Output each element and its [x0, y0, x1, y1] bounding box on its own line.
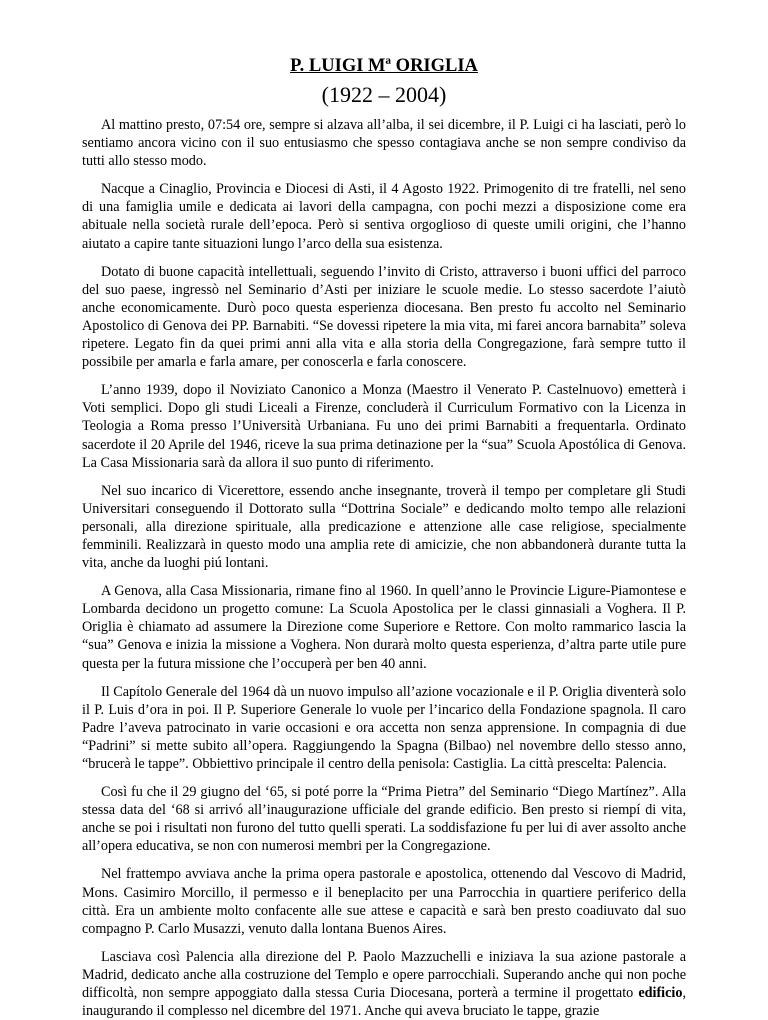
paragraph-5: Nel suo incarico di Vicerettore, essendo anche insegnante, troverà il tempo per completare gli Studi Universitari conseguendo il Dottorato sulla “Dottrina Sociale” e dedicando molto tempo alle relazioni personali, alla direzione spirituale, alla predicazione e attenzione alle case religiose, specialmente femminili. Realizzarà in questo modo una amplia rete di amicizie, che non abbandonerà durante tutta la vita, anche da luoghi piú lontani. — [82, 482, 686, 572]
paragraph-10-text-start: Lasciava così Palencia alla direzione del P. Paolo Mazzuchelli e iniziava la sua azione pastorale a Madrid, dedicato anche alla costruzione del Templo e opere parrocchiali. Superando anche qui non poche difficoltà, non sempre appoggiato dalla stessa Curia Diocesana, porterà a termine il progettato — [82, 948, 686, 1002]
document-title: P. LUIGI Mª ORIGLIA — [290, 56, 478, 76]
paragraph-10 — [82, 948, 686, 1020]
paragraph-2: Nacque a Cinaglio, Provincia e Diocesi di Asti, il 4 Agosto 1922. Primogenito di tre fratelli, nel seno di una famiglia umile e dedicata ai lavori della campagna, con pochi mezzi a disposizione come era abituale nella società rurale dell’epoca. Però si sentiva orgoglioso di queste umili origini, che l’hanno aiutato a capire tante situazioni lungo l’arco della sua esistenza. — [82, 181, 686, 252]
paragraph-1: Al mattino presto, 07:54 ore, sempre si alzava all’alba, il sei dicembre, il P. Luigi ci ha lasciati, però lo sentiamo ancora vicino con il suo entusiasmo che spesso contagiava anche se non sempre condiviso da tutti allo stesso modo. — [82, 117, 686, 170]
paragraph-8: Così fu che il 29 giugno del ‘65, si poté porre la “Prima Pietra” del Seminario “Diego Martínez”. Alla stessa data del ‘68 si arrivó all’inaugurazione ufficiale del grande edificio. Ben presto si riempí di vita, anche se poi i risultati non furono del tutto quelli sperati. La soddisfazione fu per lui di aver assolto anche all’opera educativa, se non con numerosi membri per la Congregazione. — [82, 784, 686, 855]
paragraph-3: Dotato di buone capacità intellettuali, seguendo l’invito di Cristo, attraverso i buoni uffici del parroco del suo paese, ingressò nel Seminario d’Asti per iniziare le scuole medie. Lo stesso sacerdote l’aiutò anche economicamente. Durò poco questa esperienza diocesana. Ben presto fu accolto nel Seminario Apostolico di Genova dei PP. Barnabiti. “Se dovessi ripetere la mia vita, mi farei ancora barnabita” soleva ripetere. Legato fin da quei primi anni alla vita e alla storia della Congregazione, farà sempre tutto il possibile per amarla e farla amare, per conoscerla e farla conoscere. — [82, 263, 686, 371]
paragraph-4: L’anno 1939, dopo il Noviziato Canonico a Monza (Maestro il Venerato P. Castelnuovo) emetterà i Voti semplici. Dopo gli studi Liceali a Firenze, concluderà il Curriculum Formativo con la Licenza in Teologia a Roma presso l’Università Urbaniana. Fu uno dei primi Barnabiti a frequentarla. Ordinato sacerdote il 20 Aprile del 1946, riceve la sua prima detinazione per la “sua” Scuola Apostólica di Genova. La Casa Missionaria sarà da allora il suo punto di riferimento. — [82, 382, 686, 471]
paragraph-6: A Genova, alla Casa Missionaria, rimane fino al 1960. In quell’anno le Provincie Ligure-Piamontese e Lombarda decidono un progetto comune: La Scuola Apostolica per le classi ginnasiali a Voghera. Il P. Origlia è chiamato ad assumere la Direzione come Superiore e Rettore. Con molto rammarico lascia la “sua” Genova e inizia la missione a Voghera. Non durarà molto questa esperienza, d’altra parte utile pure questa per la futura missione che l’occuperà per ben 40 anni. — [82, 583, 686, 672]
paragraph-9: Nel frattempo avviava anche la prima opera pastorale e apostolica, ottenendo dal Vescovo di Madrid, Mons. Casimiro Morcillo, il permesso e il beneplacito per una Parrocchia in quartiere periferico della città. Era un ambiente molto confacente alle sue attese e capacità e sarà ben presto coadiuvato dal suo compagno P. Carlo Musazzi, venuto dalla lontana Buenos Aires. — [82, 866, 686, 937]
paragraph-10-text-end: , inaugurando il complesso nel dicembre del 1971. Anche qui aveva bruciato le tappe, grazie — [82, 985, 686, 1020]
paragraph-7: Il Capítolo Generale del 1964 dà un nuovo impulso all’azione vocazionale e il P. Origlia diventerà solo il P. Luis d’ora in poi. Il P. Superiore Generale lo vuole per l’incarico della Fondazione spagnola. Il caro Padre l’aveva patrocinato in varie occasioni e ora accetta non senza apprensione. In compagnia di due “Padrini” si mette subito all’opera. Raggiungendo la Spagna (Bilbao) nel novembre dello stesso anno, “brucerà le tappe”. Obbiettivo principale il centro della penisola: Castiglia. La città prescelta: Palencia. — [82, 683, 686, 772]
document-page — [82, 54, 686, 1020]
document-years: (1922 – 2004) — [321, 82, 447, 107]
paragraph-10-bold-word: edificio — [638, 985, 683, 1002]
